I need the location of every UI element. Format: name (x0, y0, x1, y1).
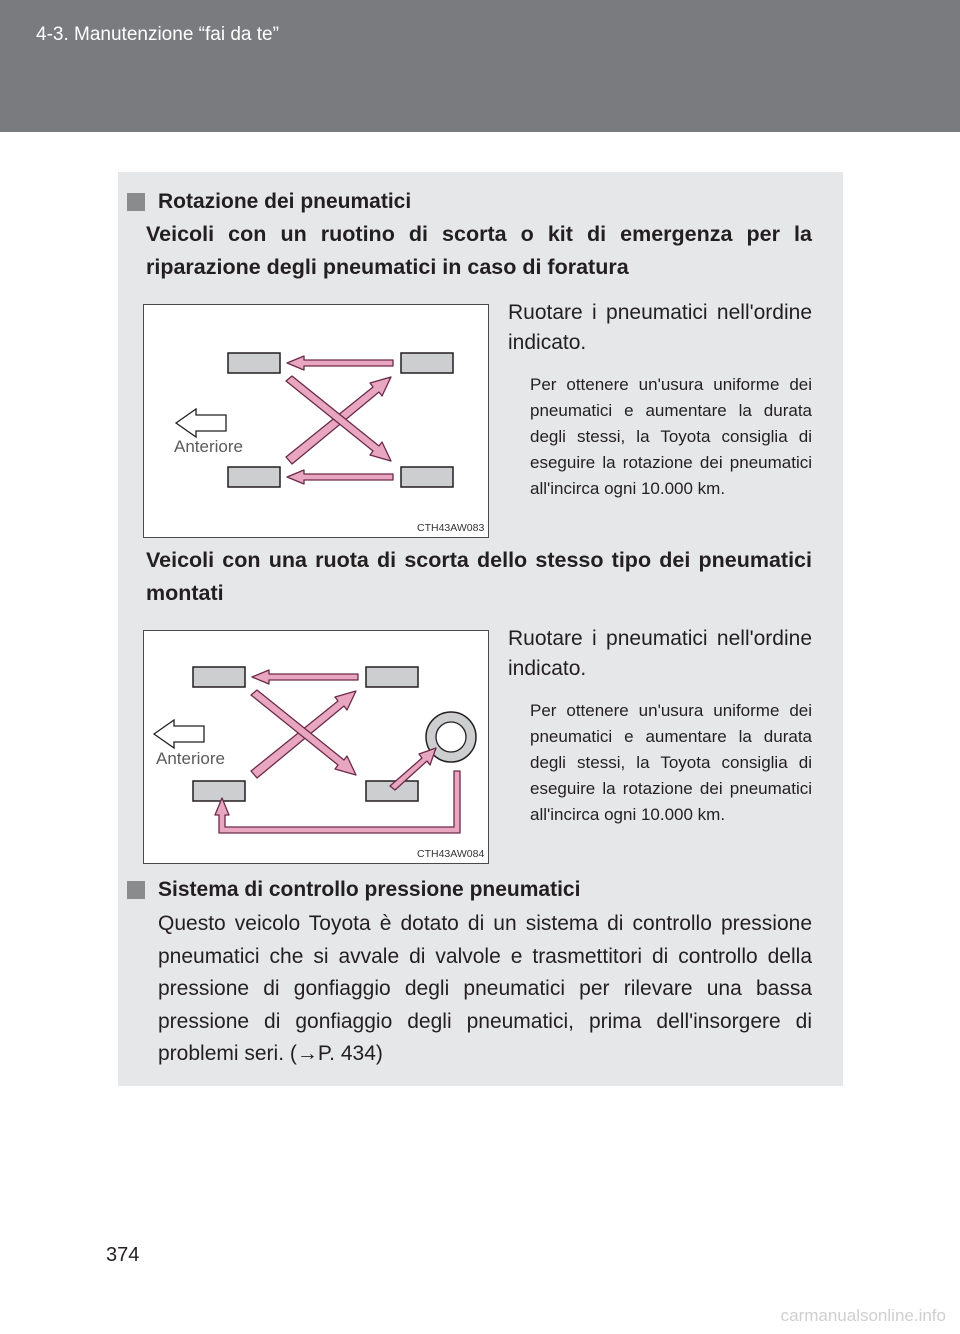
tire-front-right (366, 667, 418, 687)
sub1-instruction: Ruotare i pneumatici nell'ordine indicato. (508, 301, 812, 354)
front-label: Anteriore (174, 437, 243, 456)
tire-front-right (401, 353, 453, 373)
tire-front-left (193, 667, 245, 687)
sub1-note: Per ottenere un'usura uniforme dei pneumatici e aumentare la durata degli stessi, la Toyota consiglia di eseguire la rotazione dei pneumatici all'incirca ogni 10.000 km. (530, 375, 812, 498)
figure-code: CTH43AW084 (417, 848, 485, 860)
bullet-square-icon (127, 193, 145, 211)
arrow-right-to-left-rear (287, 470, 393, 484)
sub2-instruction: Ruotare i pneumatici nell'ordine indicato. (508, 627, 812, 680)
pressure-heading: Sistema di controllo pressione pneumatici (158, 878, 581, 901)
sub2-heading: Veicoli con una ruota di scorta dello stesso tipo dei pneumatici montati (146, 548, 812, 605)
spare-tire-hub (436, 722, 466, 752)
figure-rotation-2 (143, 630, 489, 864)
arrow-spare-to-rear-left (215, 771, 460, 833)
front-label: Anteriore (156, 749, 225, 768)
front-direction-arrow-icon (176, 409, 226, 437)
rotation-heading: Rotazione dei pneumatici (158, 190, 412, 213)
sub1-heading: Veicoli con un ruotino di scorta o kit di emergenza per la riparazione degli pneumatici in caso di foratura (146, 222, 812, 279)
front-direction-arrow-icon (154, 720, 204, 748)
rotation-diagram-2 (144, 631, 488, 863)
figure-code: CTH43AW083 (417, 522, 485, 534)
sub2-note: Per ottenere un'usura uniforme dei pneumatici e aumentare la durata degli stessi, la Toyota consiglia di eseguire la rotazione dei pneumatici all'incirca ogni 10.000 km. (530, 701, 812, 824)
section-title: 4-3. Manutenzione “fai da te” (36, 24, 279, 45)
tire-front-left (228, 353, 280, 373)
pressure-body: Questo veicolo Toyota è dotato di un sistema di controllo pressione pneumatici che si avvale di valvole e trasmettitori di controllo della pressione di gonfiaggio degli pneumatici per rilevare una bassa pressione di gonfiaggio degli pneumatici, prima dell'insorgere di problemi seri. (→P. 434) (158, 912, 812, 1065)
page-number: 374 (106, 1244, 140, 1266)
tire-rear-left (193, 781, 245, 801)
tire-rear-left (228, 467, 280, 487)
watermark: carmanualsonline.info (780, 1306, 946, 1325)
content-panel (118, 172, 843, 1086)
arrow-front-right-to-left (252, 670, 358, 684)
figure-rotation-1 (143, 304, 489, 538)
page-header (0, 0, 960, 132)
bullet-square-icon (127, 881, 145, 899)
tire-rear-right (401, 467, 453, 487)
arrow-right-to-left-front (287, 356, 393, 370)
rotation-diagram-1 (144, 305, 488, 537)
